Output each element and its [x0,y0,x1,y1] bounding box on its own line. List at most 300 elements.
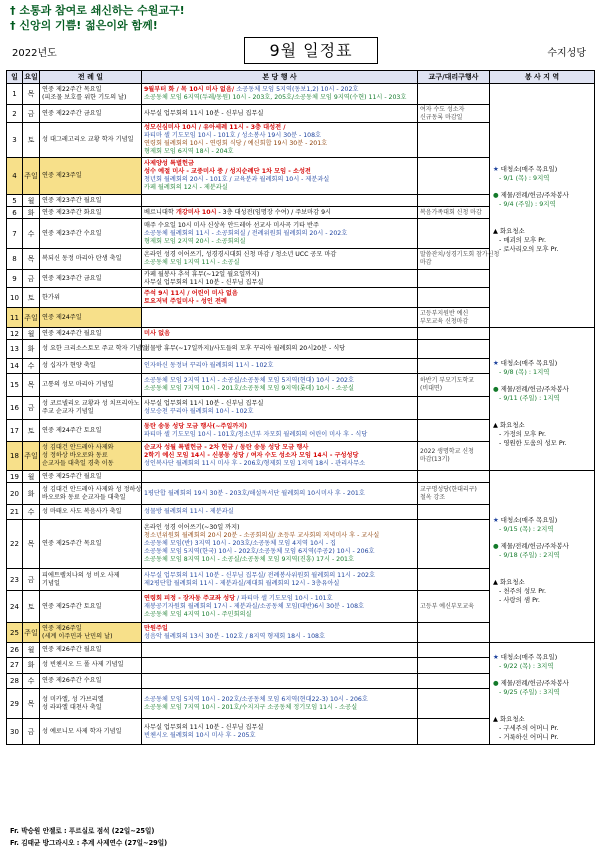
event-text: 소공동체 모임 7지역 10시 - 201호/소공동체 모임 9지역(롯데) 10시 - 소공실 [144,385,354,392]
weekday: 수 [23,673,40,688]
liturgy-day [40,442,142,471]
event-text: 성모승천 꾸리아 월례회의 10시 - 102호 [144,408,254,415]
liturgy-day [40,673,142,688]
liturgy-day [40,340,148,359]
event-line [144,704,415,712]
liturgy-line: 성 요한 크리소스토모 주교 학자 기념일 [42,345,148,352]
parish-events [142,623,418,643]
service-mark-icon: ★ [493,358,499,367]
liturgy-line: 순교자들 대축일 경축 이동 [42,460,114,467]
day-number: 12 [7,328,23,340]
parish-events [142,123,418,158]
parish-events [142,340,418,359]
event-line [144,148,415,156]
event-line [144,345,415,353]
day-number: 18 [7,442,23,471]
liturgy-line: 성 빈첸시오 드 폴 사제 기념일 [42,661,124,669]
liturgy-line: 연중 제25주간 토요일 [42,602,102,610]
event-text: 미사 없음 [144,329,171,337]
liturgy-line: (세계 이주민과 난민의 날) [42,632,113,640]
event-line [144,168,415,176]
day-number: 16 [7,397,23,420]
service-name: 대청소(매주 목요일) [500,165,558,173]
event-line [144,259,415,267]
weekday: 화 [23,207,40,219]
service-name: 대청소(매주 목요일) [500,358,558,367]
liturgy-day [40,158,142,195]
day-number: 26 [7,643,23,658]
weekday: 월 [23,643,40,658]
liturgy-day [40,374,142,397]
event-text: 소공동체 모임 7지역 10시 - 201호/수지지구 소공동체 정기모임 11시 - 소공실 [144,703,358,711]
day-number: 30 [7,719,23,745]
parish-events [142,520,418,569]
day-number: 7 [7,219,23,249]
weekday: 목 [23,374,40,397]
event-line [144,595,415,603]
event-line [144,633,415,641]
service-heading [493,516,591,525]
table-row [7,84,595,105]
service-group [493,165,591,183]
event-line [144,540,415,548]
service-mark-icon: ▲ [493,715,498,723]
day-number: 13 [7,340,23,359]
liturgy-day [40,207,142,219]
diocese-events [418,658,490,673]
event-text: 매주 수요일 10시 미사 신상옥 안드레아 선교사 미사곡 기타 반주 [144,221,320,229]
event-line [144,508,415,516]
event-text: 9월부터 화 / 목 10시 미사 없음/ [144,86,237,93]
diocese-events [418,374,490,397]
liturgy-line: 성 정하상 바오로와 동료 [42,452,108,459]
diocese-events [418,505,490,520]
service-group [493,421,591,448]
parish-events [142,249,418,270]
service-mark-icon: ● [493,542,499,550]
day-number: 2 [7,105,23,123]
day-number: 27 [7,658,23,673]
day-number: 3 [7,123,23,158]
diocese-events [418,105,490,123]
parish-events [142,270,418,288]
event-line [144,385,415,393]
parish-events [142,219,418,249]
event-text: 카페 월봉사 추석 휴무(~12일 월요일까지) [144,270,260,278]
event-line [144,696,415,704]
weekday: 목 [23,84,40,105]
event-line [144,362,415,370]
weekday: 월 [23,328,40,340]
event-line [144,556,415,564]
service-item: - 9/22 (목) : 3지역 [499,662,554,670]
event-text: 2학기 예신 모임 14시 - 신봉동 성당 / 여자 수도 성소자 모임 14시 - 구성성당 [144,452,359,459]
event-text: 소공동체 모임 1지역 11시 - 소공실 [144,259,240,266]
service-name: 화요청소 [499,578,525,586]
diocese-events [418,328,490,340]
liturgy-day [40,688,142,719]
event-text: 성모신심미사 10시 / 유아세례 11시 - 3층 대성전 / [144,124,286,131]
event-line [144,452,415,460]
liturgy-line: 성 라파엘 대천사 축일 [42,703,102,711]
parish-events [142,658,418,673]
service-group [493,359,591,377]
diocese-line: 여자 수도 성소자 [420,105,465,113]
weekday: 주일 [23,442,40,471]
service-item: - 9/15 (목) : 2지역 [499,525,554,533]
weekday: 금 [23,569,40,591]
event-text: 소공동체 모임 2지역 11시 - 소공실/소공동체 모임 5지역(현대) 10시 - 202호 [144,377,354,384]
service-name: 화요청소 [499,420,525,429]
service-name: 대청소(매주 목요일) [500,516,558,524]
liturgy-day [40,288,142,308]
service-name: 제물/전례/헌금/주차봉사 [500,384,569,393]
event-text: 사제양성 특별헌금 [144,160,194,167]
event-text: 소공동체 모임 5지역(한국) 10시 - 202호/소공동체 모임 6지역(주공2) 10시 - 206호 [144,548,375,555]
event-text: 재봉공기자원회 월례회의 17시 - 제분과실/소공동체 모임(대반)6시 30분 - 108호 [144,602,364,610]
service-heading [493,679,591,688]
event-text: 개강미사 10시 [175,208,217,216]
service-item: - 거룩하신 어머니 Pr. [499,733,559,741]
service-mark-icon: ▲ [493,420,498,429]
service-name: 화요청소 [499,227,525,235]
event-text: 청소년위원회 월례회의 20시 20분 - 소공회의실/ 초등부 교사회의 저녁미사 후 - 교사실 [144,532,380,539]
service-item: - 9/4 (주일) : 9지역 [499,200,556,208]
day-number: 15 [7,374,23,397]
weekday: 수 [23,505,40,520]
event-text: 파티마 셀 기도모임 10시 - 101호 / 성소봉사 19시 30분 - 108호 [144,132,322,139]
event-line [144,251,415,259]
event-line [144,548,415,556]
event-line [144,330,415,338]
service-item: - 9/1 (목) : 9지역 [499,174,550,182]
service-heading [493,421,591,430]
weekday: 목 [23,249,40,270]
parish-events [142,505,418,520]
diocese-line: 말씀잔치/성경기도회 참가신청 [420,251,500,258]
day-number: 4 [7,158,23,195]
diocese-events [418,340,490,359]
service-mark-icon: ● [493,384,499,393]
liturgy-day [40,520,142,569]
diocese-events [418,688,490,719]
liturgy-line: 연중 제23주간 화요일 [42,208,102,216]
parish-events [142,471,418,483]
event-line [144,222,415,230]
diocese-events [418,219,490,249]
footer-note-1: Fr. 박승원 안젤로 : 푸르실로 점석 (22일~25일) [10,827,155,835]
year-label: 2022년도 [12,48,57,59]
event-text: 성물방 휴무(~17일까지)/사도들의 모후 꾸리아 월례회의 20시20분 - 식당 [144,345,346,352]
liturgy-line: 성 김대건 안드레아 사제와 [42,444,114,451]
service-heading [493,227,591,236]
header-parish-events: 본 당 행 사 [142,71,418,84]
diocese-line: 철옥 강조 [420,493,446,501]
liturgy-line: 성 대그레고리오 교황 학자 기념일 [42,136,134,143]
liturgy-line: 연중 제24주간 토요일 [42,426,102,434]
service-heading [493,578,591,587]
event-line [144,580,415,588]
event-line [144,290,415,298]
liturgy-line: 연중 제24주일 [42,313,82,321]
event-line [144,625,415,633]
event-text: 빈첸시오 월례회의 10시 미사 후 - 205호 [144,731,256,739]
parish-events [142,643,418,658]
event-line [144,209,415,217]
service-item: - 사랑의 샘 Pr. [499,596,540,604]
weekday: 금 [23,397,40,420]
liturgy-day [40,643,142,658]
header-service-area: 봉 사 지 역 [490,71,595,84]
event-line [144,603,415,611]
liturgy-line: 연중 제25주간 목요일 [42,540,102,547]
event-text: 주석 9시 11시 / 어린이 미사 없음 [144,289,238,297]
diocese-events [418,483,490,505]
parish-events [142,591,418,623]
event-line [144,271,415,279]
weekday: 수 [23,359,40,374]
parish-events [142,207,418,219]
day-number: 22 [7,520,23,569]
service-item: - 매괴의 모후 Pr. [499,236,547,244]
diocese-events [418,195,490,207]
liturgy-line: 피에트렐치나의 성 비오 사제 [42,571,120,579]
event-text: 소공동체 월례회의 11시 - 소공회의실 / 전례위원회 월례회의 20시 - 202호 [144,229,348,237]
service-group [493,385,591,403]
service-name: 대청소(매주 목요일) [500,653,558,661]
liturgy-day [40,591,142,623]
liturgy-line: 고통의 성모 마리아 기념일 [42,381,114,388]
table-row [7,471,595,483]
parish-events [142,308,418,328]
event-text: 성음악 월례회의 13시 30분 - 102호 / 8지역 형제회 18시 - 108호 [144,632,325,640]
diocese-events [418,249,500,270]
liturgy-day [40,658,142,673]
liturgy-line: 연중 제23주간 수요일 [42,229,102,237]
service-group [493,227,591,254]
event-line [144,490,415,498]
liturgy-line: 연중 제26주일 [42,624,82,632]
day-number: 9 [7,270,23,288]
header-day: 일 [7,71,23,84]
parish-events [142,195,418,207]
event-text: - 3층 대성전(임명장 수여) / 주보마감 9시 [216,208,331,216]
event-line [144,238,415,246]
service-mark-icon: ★ [493,653,499,661]
diocese-events [418,288,490,308]
day-number: 25 [7,623,23,643]
diocese-events [418,420,490,442]
service-heading [493,191,591,200]
event-text: 토요저녁 주일미사 - 성인 전례 [144,297,227,305]
weekday: 화 [23,340,40,359]
liturgy-day [40,105,142,123]
service-name: 제물/전례/헌금/주차봉사 [500,191,569,199]
event-text: 소공동체 모임(반) 3지역 10시 - 203호/소공동체 모임 4지역 10시 - 집 [144,540,336,547]
event-text: 사무실 업무회의 11시 10분 - 신부님 집무실 [144,400,264,407]
liturgy-line: 성 미카엘, 성 가브리엘 [42,695,104,703]
service-heading [493,165,591,174]
page-title: 9월 일정표 [244,37,378,64]
weekday: 토 [23,591,40,623]
event-text: 소공동체 모임 8지역 10시 - 소공실/소공동체 모임 9지역(진흥) 17시 - 201호 [144,556,354,563]
liturgy-day [40,84,142,105]
event-line [144,524,415,532]
service-heading [493,542,591,551]
table-row [7,328,595,340]
service-item: - 가정의 모후 Pr. [499,429,547,438]
event-line [144,230,415,238]
service-item: - 영원한 도움의 성모 Pr. [499,438,567,447]
diocese-events [418,442,490,471]
service-mark-icon: ● [493,191,499,199]
liturgy-day [40,219,142,249]
event-text: 소공동체 모임 5지역(동보1,2) 10시 - 202호 [236,86,359,93]
event-line [144,431,415,439]
parish-events [142,359,418,374]
slogan-2: † 신앙의 기쁨! 젊은이와 함께! [10,19,158,32]
event-line [144,160,415,168]
weekday: 금 [23,270,40,288]
weekday: 화 [23,483,40,505]
event-text: 청년회 월례회의 20시 - 101호 / 교육분과 월례회의 10시 - 제분과실 [144,176,330,183]
service-name: 제물/전례/헌금/주차봉사 [500,679,569,687]
page-header [0,36,600,66]
parish-events [142,673,418,688]
event-line [144,400,415,408]
parish-events [142,158,418,195]
service-item: - 9/18 (주일) : 2지역 [499,551,560,559]
liturgy-day [40,123,142,158]
diocese-events [418,471,490,483]
event-line [144,377,415,385]
weekday: 주일 [23,158,40,195]
weekday: 월 [23,471,40,483]
day-number: 5 [7,195,23,207]
event-line [144,124,415,132]
diocese-line: 마감 [420,259,432,266]
service-group [493,542,591,560]
event-text: 제2평단합 월례회의 11시 - 제분과실/제대회 월례회의 12시 - 3층유아실 [144,579,340,587]
service-heading [493,715,591,724]
liturgy-line: 한가위 [42,293,60,301]
event-text: 형제회 모임 2지역 20시 - 소공회의실 [144,237,246,245]
parish-events [142,420,418,442]
day-number: 24 [7,591,23,623]
weekday: 주일 [23,308,40,328]
day-number: 11 [7,308,23,328]
event-text: 동탄 송동 성당 모금 행사(~주일까지) [144,422,248,430]
event-text: 소공동체 모임 6지역(두레/동원) 10시 - 203호, 205호/소공동체 모임 9지역(수현) 11시 - 203호 [144,94,407,101]
liturgy-line: 주교 순교자 기념일 [42,408,94,415]
event-line [144,444,415,452]
diocese-line: 복음가족대회 신청 마감 [420,208,482,216]
header-liturgy: 전 례 일 [40,71,142,84]
event-text: 베르니대학 [144,208,176,216]
day-number: 8 [7,249,23,270]
parish-events [142,328,418,340]
weekday: 목 [23,688,40,719]
service-item: - 구세주의 어머니 Pr. [499,724,559,732]
table-row [7,643,595,658]
event-text: 성인복사단 월례회의 11시 미사 후 - 206호/형제회 모임 1지역 18시 - 관리사무소 [144,460,366,467]
liturgy-day [40,308,142,328]
parish-events [142,397,418,420]
service-item: - 로사리오의 모후 Pr. [499,245,559,253]
event-line [144,732,415,740]
event-line [144,724,415,732]
event-text: 사무실 업무회의 11시 10분 - 신부님 집무실/ 전례봉사위원회 월례회의 11시 - 202호 [144,571,375,579]
event-text: 인자하신 동정녀 꾸리아 월례회의 11시 - 102호 [144,362,274,369]
liturgy-day [40,505,142,520]
diocese-line: (비대면) [420,385,443,392]
diocese-line: 신규동록 마감일 [420,113,463,121]
header-diocese-events: 교구/대리구행사 [418,71,490,84]
event-line [144,279,415,287]
parish-events [142,719,418,745]
diocese-line: 고등부지원반 예신 [420,309,469,317]
weekday: 금 [23,105,40,123]
event-text: 성물방 월례회의 11시 - 제분과실 [144,508,234,515]
liturgy-line: 기념일 [42,579,60,587]
diocese-line: 하반기 부모기도학교 [420,377,475,384]
day-number: 10 [7,288,23,308]
liturgy-line: 연중 제23주일 [42,172,82,179]
service-item: - 9/8 (목) : 1지역 [499,367,550,376]
liturgy-line: 성 코르넬리오 교황과 성 치프리아노 [42,400,140,407]
event-text: 1평단합 월례회의 19시 30분 - 203호/해설독서단 월례회의 10시미사 후 - 201호 [144,489,365,497]
liturgy-line: 성 십자가 현양 축일 [42,362,96,369]
service-mark-icon: ▲ [493,578,498,586]
service-mark-icon: ★ [493,516,499,524]
service-group [493,578,591,605]
liturgy-line: 연중 제26주간 수요일 [42,676,102,684]
weekday: 주일 [23,623,40,643]
weekday: 목 [23,520,40,569]
day-number: 29 [7,688,23,719]
liturgy-line: 연중 제23주간 금요일 [42,274,102,282]
diocese-events [418,397,490,420]
diocese-events [418,123,490,158]
liturgy-line: 연중 제26주간 월요일 [42,646,102,654]
service-group [493,653,591,671]
liturgy-line: 연중 제25주간 월요일 [42,472,102,480]
service-mark-icon: ★ [493,165,499,173]
diocese-events [418,308,490,328]
service-group [493,516,591,534]
day-number: 14 [7,359,23,374]
service-area-week-1 [490,84,595,328]
parish-events [142,483,418,505]
weekday: 월 [23,195,40,207]
liturgy-line: 연중 제24주간 월요일 [42,329,102,337]
diocese-events [418,84,490,105]
service-mark-icon: ● [493,679,499,687]
day-number: 20 [7,483,23,505]
day-number: 23 [7,569,23,591]
day-number: 19 [7,471,23,483]
diocese-events [418,591,490,623]
event-text: 소공동체 모임 5지역 10시 - 202호/소공동체 모임 6지역(현대22-3) 10시 - 206호 [144,695,368,703]
event-line [144,184,415,192]
schedule-table [6,70,595,745]
liturgy-line: 성 마태오 사도 복음사가 축일 [42,508,122,515]
table-header-row [7,71,595,84]
service-item: - 천주의 성모 Pr. [499,587,547,595]
service-name: 화요청소 [499,715,525,723]
parish-events [142,84,418,105]
weekday: 토 [23,420,40,442]
